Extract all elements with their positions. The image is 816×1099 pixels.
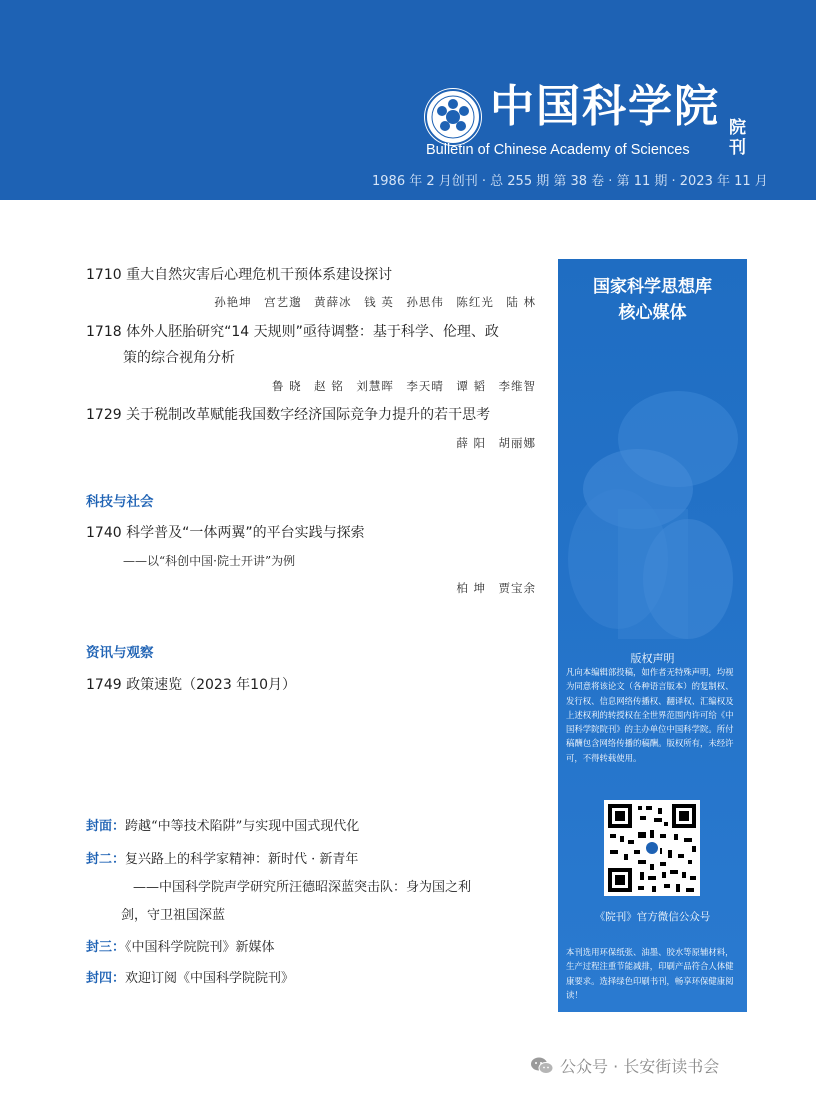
article-title: 1710 重大自然灾害后心理危机干预体系建设探讨 (86, 267, 393, 283)
article-title: 1749 政策速览（2023 年10月） (86, 677, 296, 693)
article-authors: 孙艳坤 宫艺邈 黄薛冰 钱 英 孙思伟 陈红光 陆 林 (214, 295, 536, 309)
panel-title: 核心媒体 (618, 303, 687, 323)
copyright-text: 凡向本编辑部投稿，如作者无特殊声明，均视为同意将该论文（各种语言版本）的复制权、发行权、信息网络传播权、翻译权、汇编权及上述权利的转授权在全世界范围内许可给《中国科学院院刊》的主办单位中国科学院。所付稿酬包含网络传播的稿酬。版权所有，未经许可，不得转载使用。 (566, 667, 734, 763)
journal-title-suffix: 院刊 (729, 118, 746, 158)
statue-background-image (558, 259, 747, 1012)
article-authors: 柏 坤 贾宝余 (456, 581, 536, 595)
qr-code-image (604, 800, 700, 896)
article-title: 1729 关于税制改革赋能我国数字经济国际竞争力提升的若干思考 (86, 407, 491, 423)
copyright-title: 版权声明 (630, 652, 675, 665)
eco-print-text: 本刊选用环保纸张、油墨、胶水等原辅材料，生产过程注重节能减排，印刷产品符合人体健康要求。选择绿色印刷书刊，畅享环保健康阅读！ (566, 947, 734, 1000)
cover-note-cont: ——中国科学院声学研究所汪德昭深蓝突击队：身为国之利 (133, 880, 472, 895)
watermark-text: 公众号 · 长安街读书会 (560, 1057, 720, 1076)
watermark (530, 1054, 719, 1080)
section-heading: 资讯与观察 (86, 645, 154, 661)
article-authors: 鲁 晓 赵 铭 刘慧晖 李天晴 谭 韬 李维智 (272, 379, 536, 393)
qr-caption: 《院刊》官方微信公众号 (594, 911, 711, 923)
panel-title: 国家科学思想库 (593, 277, 712, 297)
journal-title-en: Bulletin of Chinese Academy of Sciences (426, 142, 690, 158)
cover-note-back: 封四：欢迎订阅《中国科学院院刊》 (86, 971, 295, 986)
wechat-icon (530, 1056, 554, 1080)
cover-note-inside-back: 封三：《中国科学院院刊》新媒体 (86, 940, 275, 955)
article-subtitle: ——以“科创中国·院士开讲”为例 (123, 554, 296, 568)
cover-note-front: 封面：跨越“中等技术陷阱”与实现中国式现代化 (86, 819, 360, 834)
section-heading: 科技与社会 (86, 494, 154, 510)
cover-note-inside-front: 封二：复兴路上的科学家精神：新时代 · 新青年 (86, 852, 359, 867)
article-title: 1718 体外人胚胎研究“14 天规则”亟待调整：基于科学、伦理、政 (86, 324, 499, 340)
journal-title: 中国科学院 (490, 81, 720, 132)
masthead-band (0, 0, 816, 200)
article-title-cont: 策的综合视角分析 (123, 350, 235, 366)
article-title: 1740 科学普及“一体两翼”的平台实践与探索 (86, 525, 365, 541)
article-authors: 薛 阳 胡丽娜 (456, 436, 536, 450)
cas-seal-icon (424, 88, 482, 146)
media-panel (558, 259, 747, 1012)
cover-note-cont: 剑，守卫祖国深蓝 (121, 908, 226, 923)
issue-line: 1986 年 2 月创刊 · 总 255 期 第 38 卷 · 第 11 期 · 2023 年 11 月 (372, 174, 768, 189)
